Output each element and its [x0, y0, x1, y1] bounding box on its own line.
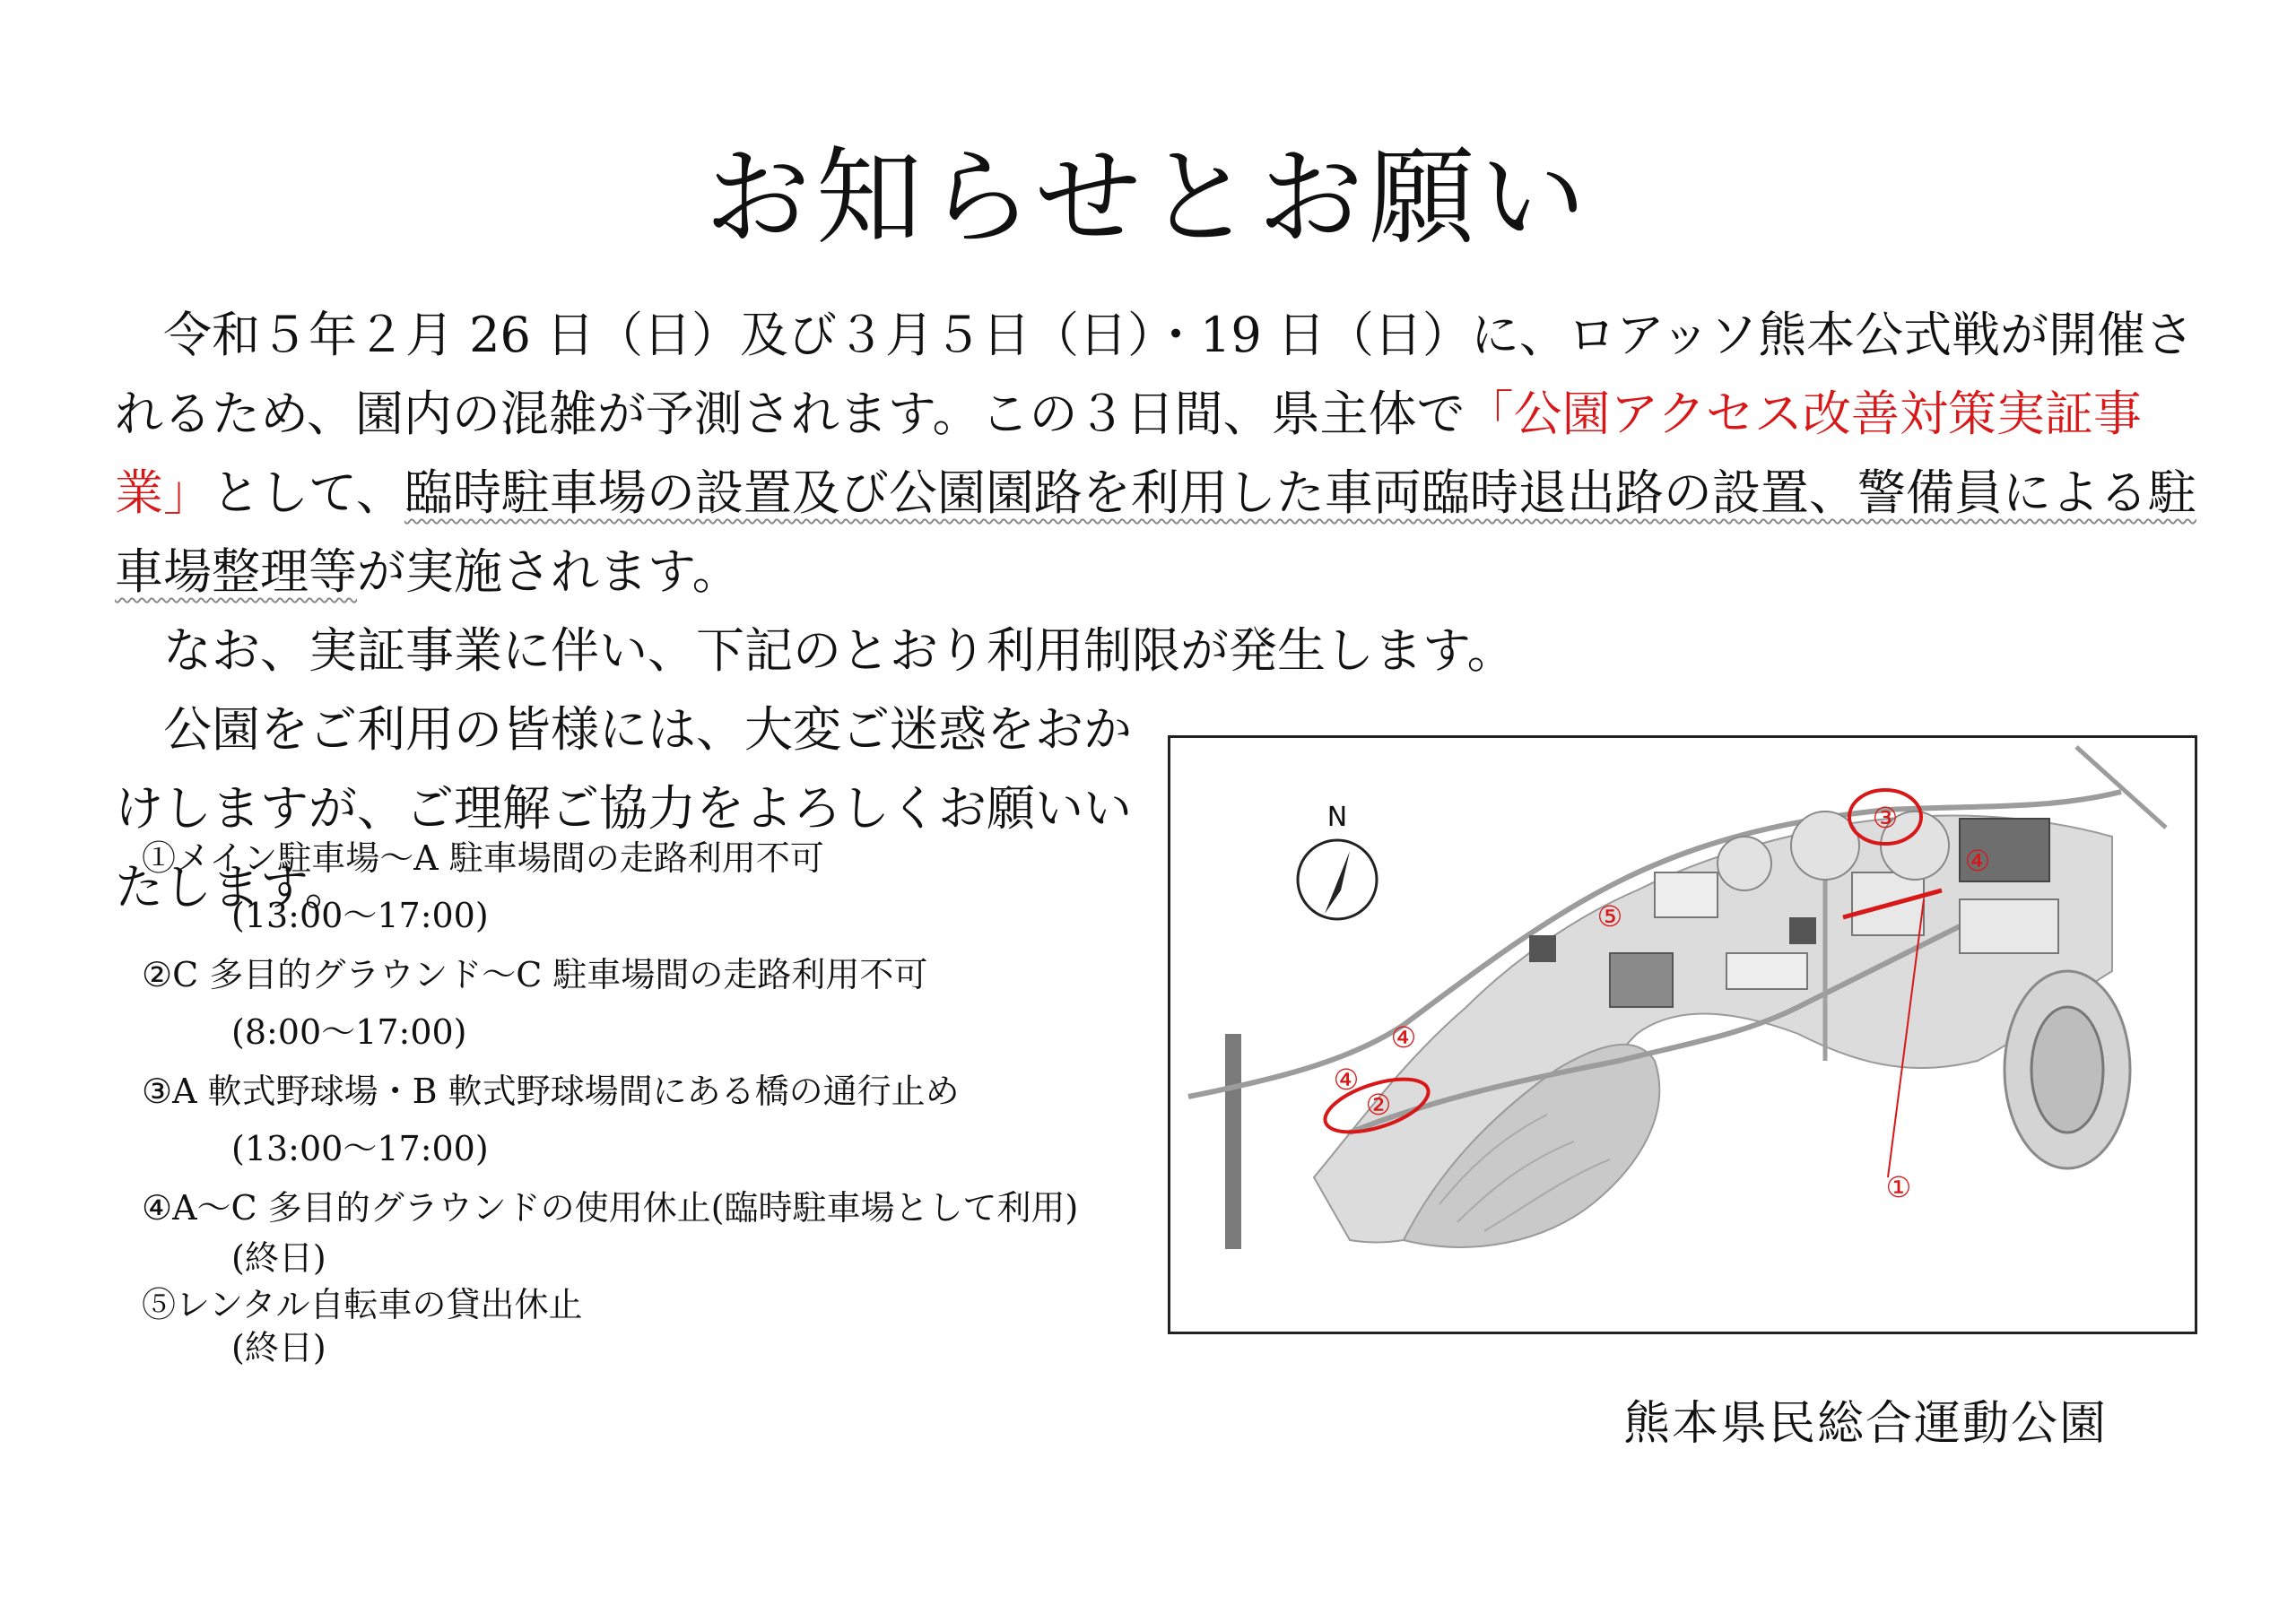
- paragraph-1: [115, 296, 2199, 612]
- restriction-time: (8:00～17:00): [231, 1012, 467, 1052]
- page-title: お知らせとお願い: [704, 135, 1592, 259]
- restriction-label: ④A～C 多目的グラウンドの使用休止(臨時駐車場として利用): [142, 1188, 1079, 1228]
- restriction-item: [142, 946, 1173, 1061]
- park-map: [1168, 735, 2197, 1334]
- park-map-drawing: [1170, 738, 2195, 1332]
- map-marker-4: ④: [1333, 1063, 1360, 1097]
- map-marker-2: ②: [1365, 1088, 1392, 1122]
- paragraph-3: 公園をご利用の皆様には、大変ご迷惑をおかけしますが、ご理解ご協力をよろしくお願いいたします。: [115, 701, 1132, 916]
- map-marker-5: ⑤: [1596, 899, 1623, 933]
- map-marker-3: ③: [1872, 801, 1899, 835]
- restriction-item: [142, 1283, 1173, 1369]
- north-label: N: [1326, 802, 1348, 833]
- measures-text: 臨時駐車場の設置及び公園園路を利用した車両臨時退出路の設置、警備員による駐車場整理等: [115, 464, 2196, 600]
- restriction-label: ⑤レンタル自転車の貸出休止: [142, 1285, 583, 1324]
- paragraph-1-text-2: として、: [212, 464, 404, 521]
- restriction-item: [142, 829, 1173, 944]
- map-marker-1: ①: [1885, 1170, 1912, 1204]
- restriction-time: (終日): [231, 1238, 326, 1278]
- restriction-label: ①メイン駐車場～A 駐車場間の走路利用不可: [142, 838, 824, 878]
- paragraph-1-text-3: が実施されます。: [357, 543, 741, 600]
- project-name: 「公園アクセス改善対策実証事業」: [115, 386, 2142, 521]
- organization-name: 熊本県民総合運動公園: [1623, 1397, 2109, 1451]
- paragraph-1-text: 令和５年２月 26 日（日）及び３月５日（日）・19 日（日）に、ロアッソ熊本公式戦が開催されるため、園内の混雑が予測されます。この３日間、県主体で: [115, 307, 2195, 442]
- restriction-label: ③A 軟式野球場・B 軟式野球場間にある橋の通行止め: [142, 1072, 960, 1111]
- restriction-item: [142, 1179, 1173, 1280]
- restriction-time: (13:00～17:00): [231, 1129, 489, 1168]
- restriction-time: (13:00～17:00): [231, 896, 489, 935]
- paragraph-2: なお、実証事業に伴い、下記のとおり利用制限が発生します。: [163, 622, 1516, 679]
- restriction-label: ②C 多目的グラウンド～C 駐車場間の走路利用不可: [142, 955, 928, 994]
- restriction-time: (終日): [231, 1328, 326, 1367]
- restriction-list: [142, 829, 1173, 1371]
- map-marker-4: ④: [1964, 844, 1991, 878]
- restriction-item: [142, 1063, 1173, 1177]
- map-marker-4: ④: [1390, 1020, 1417, 1055]
